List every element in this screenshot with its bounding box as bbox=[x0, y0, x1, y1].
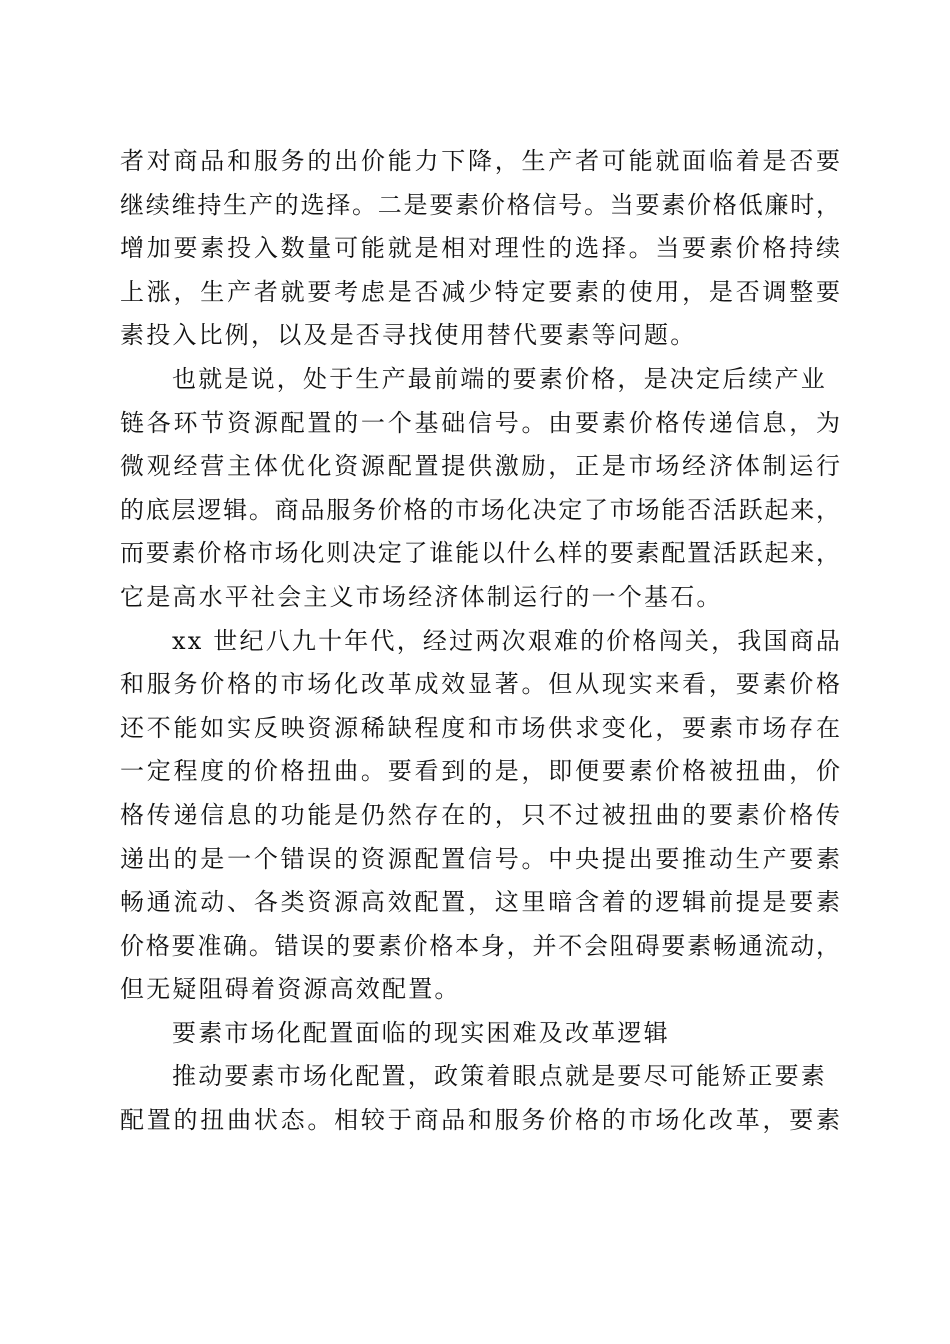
text-line: 的底层逻辑。商品服务价格的市场化决定了市场能否活跃起来， bbox=[120, 495, 840, 524]
text-line: 它是高水平社会主义市场经济体制运行的一个基石。 bbox=[120, 582, 723, 611]
text-line: xx 世纪八九十年代，经过两次艰难的价格闯关，我国商品 bbox=[172, 626, 843, 655]
text-line: 增加要素投入数量可能就是相对理性的选择。当要素价格持续 bbox=[120, 234, 840, 263]
text-line: 上涨，生产者就要考虑是否减少特定要素的使用，是否调整要 bbox=[120, 277, 840, 306]
text-line: 者对商品和服务的出价能力下降，生产者可能就面临着是否要 bbox=[120, 147, 840, 175]
text-line: 一定程度的价格扭曲。要看到的是，即便要素价格被扭曲，价 bbox=[120, 757, 840, 786]
text-line: 素投入比例，以及是否寻找使用替代要素等问题。 bbox=[120, 321, 697, 350]
document-body bbox=[120, 140, 843, 1143]
text-line: 畅通流动、各类资源高效配置，这里暗含着的逻辑前提是要素 bbox=[120, 888, 840, 917]
section-heading: 要素市场化配置面临的现实困难及改革逻辑 bbox=[172, 1018, 670, 1047]
text-line: 还不能如实反映资源稀缺程度和市场供求变化，要素市场存在 bbox=[120, 713, 840, 742]
text-line: 递出的是一个错误的资源配置信号。中央提出要推动生产要素 bbox=[120, 844, 840, 873]
text-line: 配置的扭曲状态。相较于商品和服务价格的市场化改革，要素 bbox=[120, 1106, 840, 1135]
text-line: 继续维持生产的选择。二是要素价格信号。当要素价格低廉时， bbox=[120, 190, 840, 219]
text-line: 但无疑阻碍着资源高效配置。 bbox=[120, 975, 461, 1004]
text-line: 价格要准确。错误的要素价格本身，并不会阻碍要素畅通流动， bbox=[120, 931, 840, 960]
text-line: 推动要素市场化配置，政策着眼点就是要尽可能矫正要素 bbox=[172, 1062, 827, 1091]
text-line: 格传递信息的功能是仍然存在的，只不过被扭曲的要素价格传 bbox=[120, 800, 840, 829]
text-line: 而要素价格市场化则决定了谁能以什么样的要素配置活跃起来， bbox=[120, 539, 840, 568]
text-line: 也就是说，处于生产最前端的要素价格，是决定后续产业 bbox=[172, 364, 827, 393]
text-line: 微观经营主体优化资源配置提供激励，正是市场经济体制运行 bbox=[120, 452, 840, 481]
text-line: 链各环节资源配置的一个基础信号。由要素价格传递信息，为 bbox=[120, 408, 840, 437]
text-line: 和服务价格的市场化改革成效显著。但从现实来看，要素价格 bbox=[120, 670, 840, 699]
